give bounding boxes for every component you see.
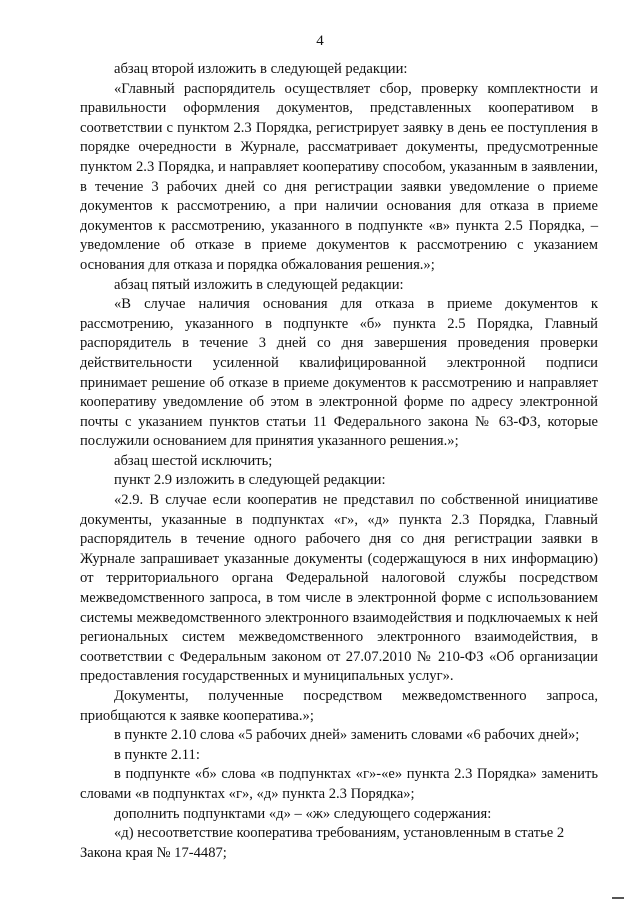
paragraph: Документы, полученные посредством межведомственного запроса, приобщаются к заявке кооператива.»; (80, 688, 598, 724)
paragraph: дополнить подпунктами «д» – «ж» следующего содержания: (114, 805, 492, 822)
paragraph: «2.9. В случае если кооператив не представил по собственной инициативе документы, указанные в подпунктах «г», «д» пункта 2.3 Порядка, Главный распорядитель в течение одного рабочего дня со дня регистрации заявки в Журнале запрашивает указанные документы (содержащуюся в них информацию) от территориального органа Федеральной налоговой службы посредством межведомственного запроса, в том числе в электронной форме с использованием системы межведомственного электронного взаимодействия и подключаемых к ней региональных систем межведомственного электронного взаимодействия, в соответствии с Федеральным законом от 27.07.2010 № 210-ФЗ «Об организации предоставления государственных и муниципальных услуг». (80, 492, 598, 685)
paragraph: пункт 2.9 изложить в следующей редакции: (114, 472, 386, 489)
document-body (80, 60, 598, 863)
paragraph: «д) несоответствие кооператива требованиям, установленным в статье 2 Закона края № 17-4487; (80, 825, 565, 861)
paragraph: «Главный распорядитель осуществляет сбор, проверку комплектности и правильности оформления документов, представленных кооперативом в соответствии с пунктом 2.3 Порядка, регистрирует заявку в день ее поступления в порядке очередности в Журнале, рассматривает документы, предусмотренные пунктом 2.3 Порядка, и направляет кооперативу способом, указанным в заявлении, в течение 3 рабочих дней со дня регистрации заявки уведомление о приеме документов к рассмотрению, а при наличии основания для отказа в приеме документов к рассмотрению, указанного в подпункте «в» пункта 2.5 Порядка, – уведомление об отказе в приеме документов к рассмотрению с указанием основания для отказа и порядка обжалования решения.»; (80, 80, 598, 273)
page-number: 4 (316, 33, 324, 49)
paragraph: абзац второй изложить в следующей редакции: (114, 61, 408, 77)
paragraph: в подпункте «б» слова «в подпунктах «г»-«е» пункта 2.3 Порядка» заменить словами «в подпунктах «г», «д» пункта 2.3 Порядка»; (80, 766, 598, 802)
paragraph: в пункте 2.11: (114, 746, 200, 763)
paragraph: абзац шестой исключить; (114, 452, 273, 469)
scan-edge-mark (612, 897, 624, 899)
paragraph: абзац пятый изложить в следующей редакции: (114, 276, 404, 293)
paragraph: в пункте 2.10 слова «5 рабочих дней» заменить словами «6 рабочих дней»; (114, 727, 580, 744)
paragraph: «В случае наличия основания для отказа в приеме документов к рассмотрению, указанного в подпункте «б» пункта 2.5 Порядка, Главный распорядитель в течение 3 дней со дня завершения проведения проверки действительности усиленной квалифицированной электронной подписи принимает решение об отказе в приеме документов к рассмотрению и направляет кооперативу уведомление об этом в электронной форме по адресу электронной почты с указанием пунктов статьи 11 Федерального закона № 63-ФЗ, которые послужили основанием для принятия указанного решения.»; (80, 296, 598, 450)
